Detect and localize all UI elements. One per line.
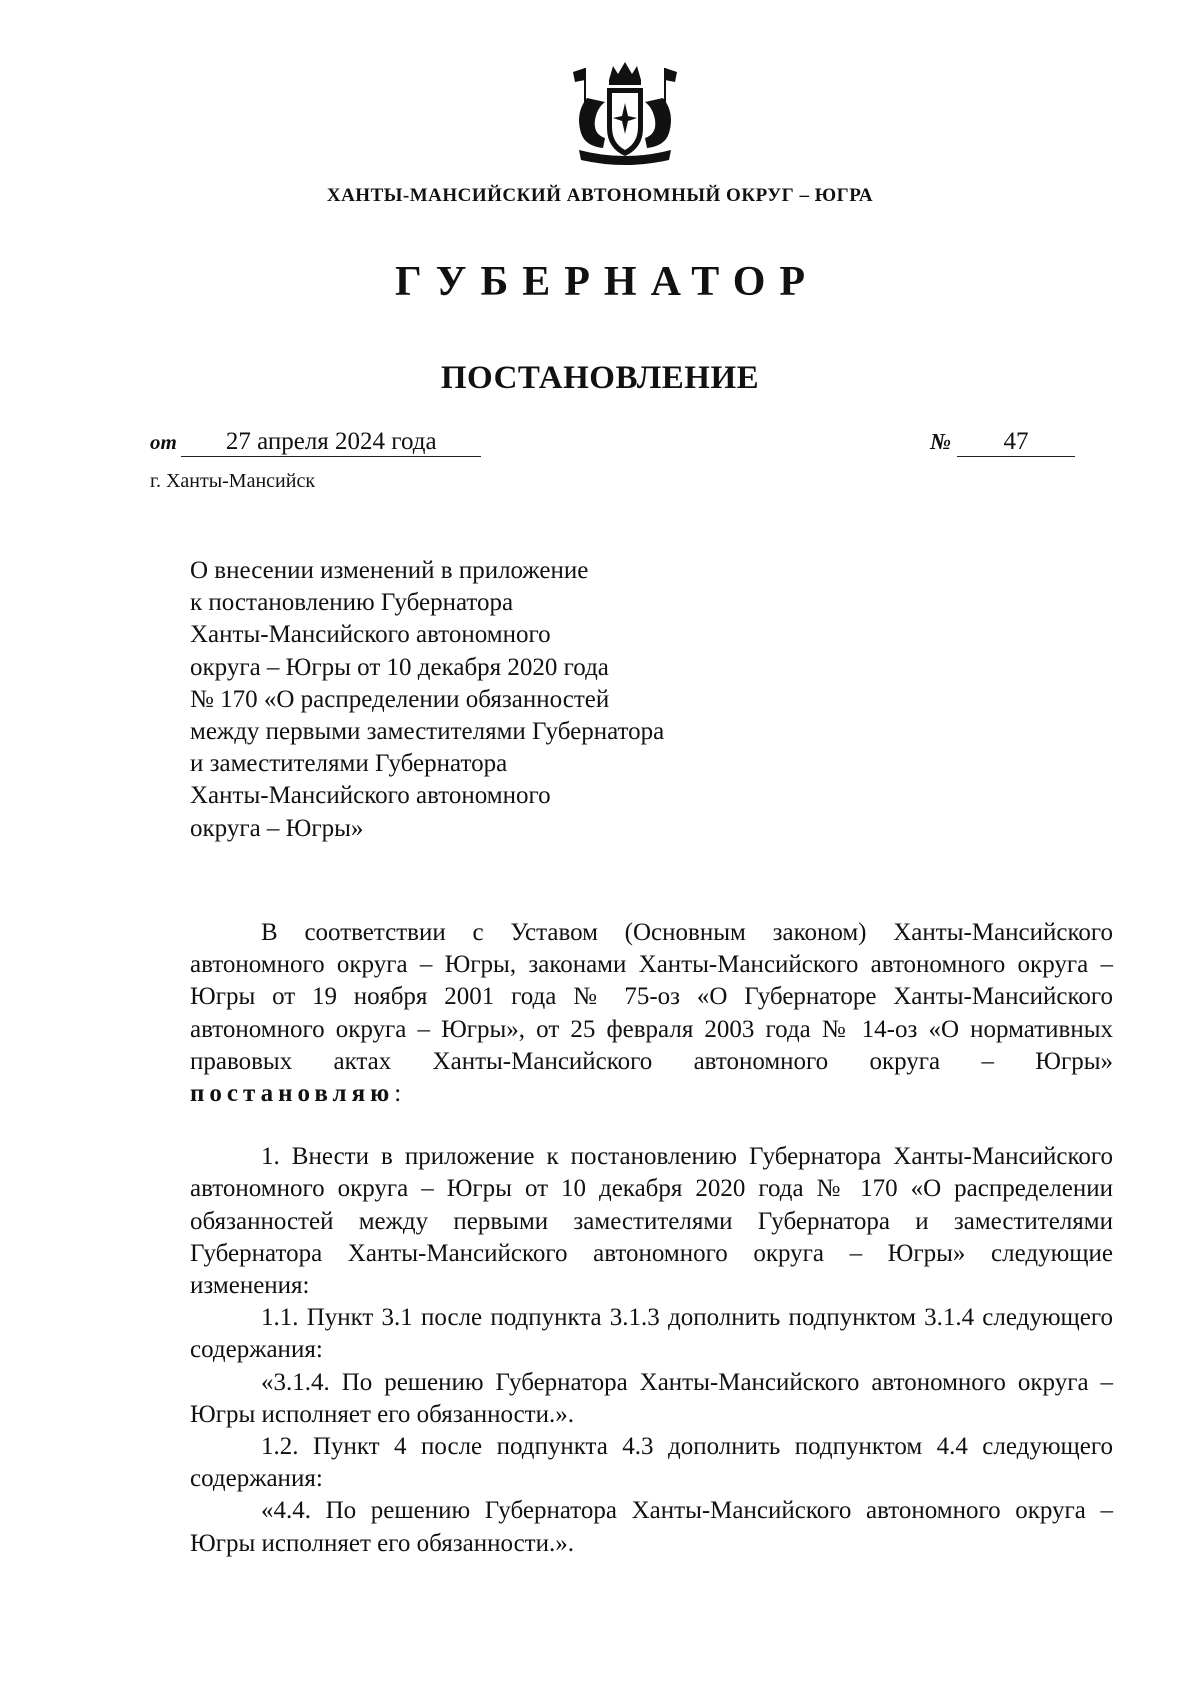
paragraph-1-2-quote: «4.4. По решению Губернатора Ханты-Мансийского автономного округа – Югры исполняет его обязанности.». bbox=[190, 1497, 1113, 1557]
authority-title: ГУБЕРНАТОР bbox=[394, 259, 820, 305]
paragraph-1-1-quote: «3.1.4. По решению Губернатора Ханты-Мансийского автономного округа – Югры исполняет его обязанности.». bbox=[190, 1368, 1113, 1428]
document-body bbox=[190, 917, 1113, 1560]
number-prefix: № bbox=[930, 429, 952, 454]
title-line: О внесении изменений в приложение bbox=[190, 557, 589, 584]
coat-of-arms-emblem bbox=[565, 58, 685, 170]
number-field bbox=[930, 428, 1075, 457]
region-name: ХАНТЫ-МАНСИЙСКИЙ АВТОНОМНЫЙ ОКРУГ – ЮГРА bbox=[326, 185, 874, 206]
paragraph-1-2: 1.2. Пункт 4 после подпункта 4.3 дополнить подпунктом 4.4 следующего содержания: bbox=[190, 1433, 1113, 1493]
number-value: 47 bbox=[957, 428, 1075, 457]
preamble-text: В соответствии с Уставом (Основным законом) Ханты-Мансийского автономного округа – Югры, законами Ханты-Мансийского автономного округа – Югры от 19 ноября 2001 года № 75-оз «О Губернаторе Ханты-Мансийского автономного округа – Югры», от 25 февраля 2003 года № 14-оз «О нормативных правовых актах Ханты-Мансийского автономного округа – Югры» bbox=[190, 919, 1113, 1075]
paragraph-1-1: 1.1. Пункт 3.1 после подпункта 3.1.3 дополнить подпунктом 3.1.4 следующего содержания: bbox=[190, 1304, 1113, 1364]
title-line: Ханты-Мансийского автономного bbox=[190, 782, 551, 810]
title-line: округа – Югры» bbox=[190, 814, 364, 842]
title-line: Ханты-Мансийского автономного bbox=[190, 621, 551, 649]
title-line: и заместителями Губернатора bbox=[190, 750, 508, 778]
title-line: между первыми заместителями Губернатора bbox=[190, 718, 665, 746]
decree-word: постановляю bbox=[190, 1080, 395, 1108]
paragraph-1: 1. Внести в приложение к постановлению Губернатора Ханты-Мансийского автономного округа – Югры от 10 декабря 2020 года № 170 «О распределении обязанностей между первыми заместителями Губернатора и заместителями Губернатора Ханты-Мансийского автономного округа – Югры» следующие изменения: bbox=[190, 1143, 1113, 1300]
document-type: ПОСТАНОВЛЕНИЕ bbox=[440, 360, 760, 396]
document-title bbox=[190, 555, 790, 845]
decree-colon: : bbox=[394, 1080, 402, 1108]
title-line: к постановлению Губернатора bbox=[190, 589, 514, 617]
date-prefix: от bbox=[150, 430, 177, 454]
city: г. Ханты-Мансийск bbox=[150, 470, 316, 492]
preamble-paragraph bbox=[190, 917, 1113, 1110]
title-line: округа – Югры от 10 декабря 2020 года bbox=[190, 653, 609, 681]
date-value: 27 апреля 2024 года bbox=[181, 428, 481, 457]
title-line: № 170 «О распределении обязанностей bbox=[190, 685, 610, 713]
date-field bbox=[150, 428, 481, 457]
